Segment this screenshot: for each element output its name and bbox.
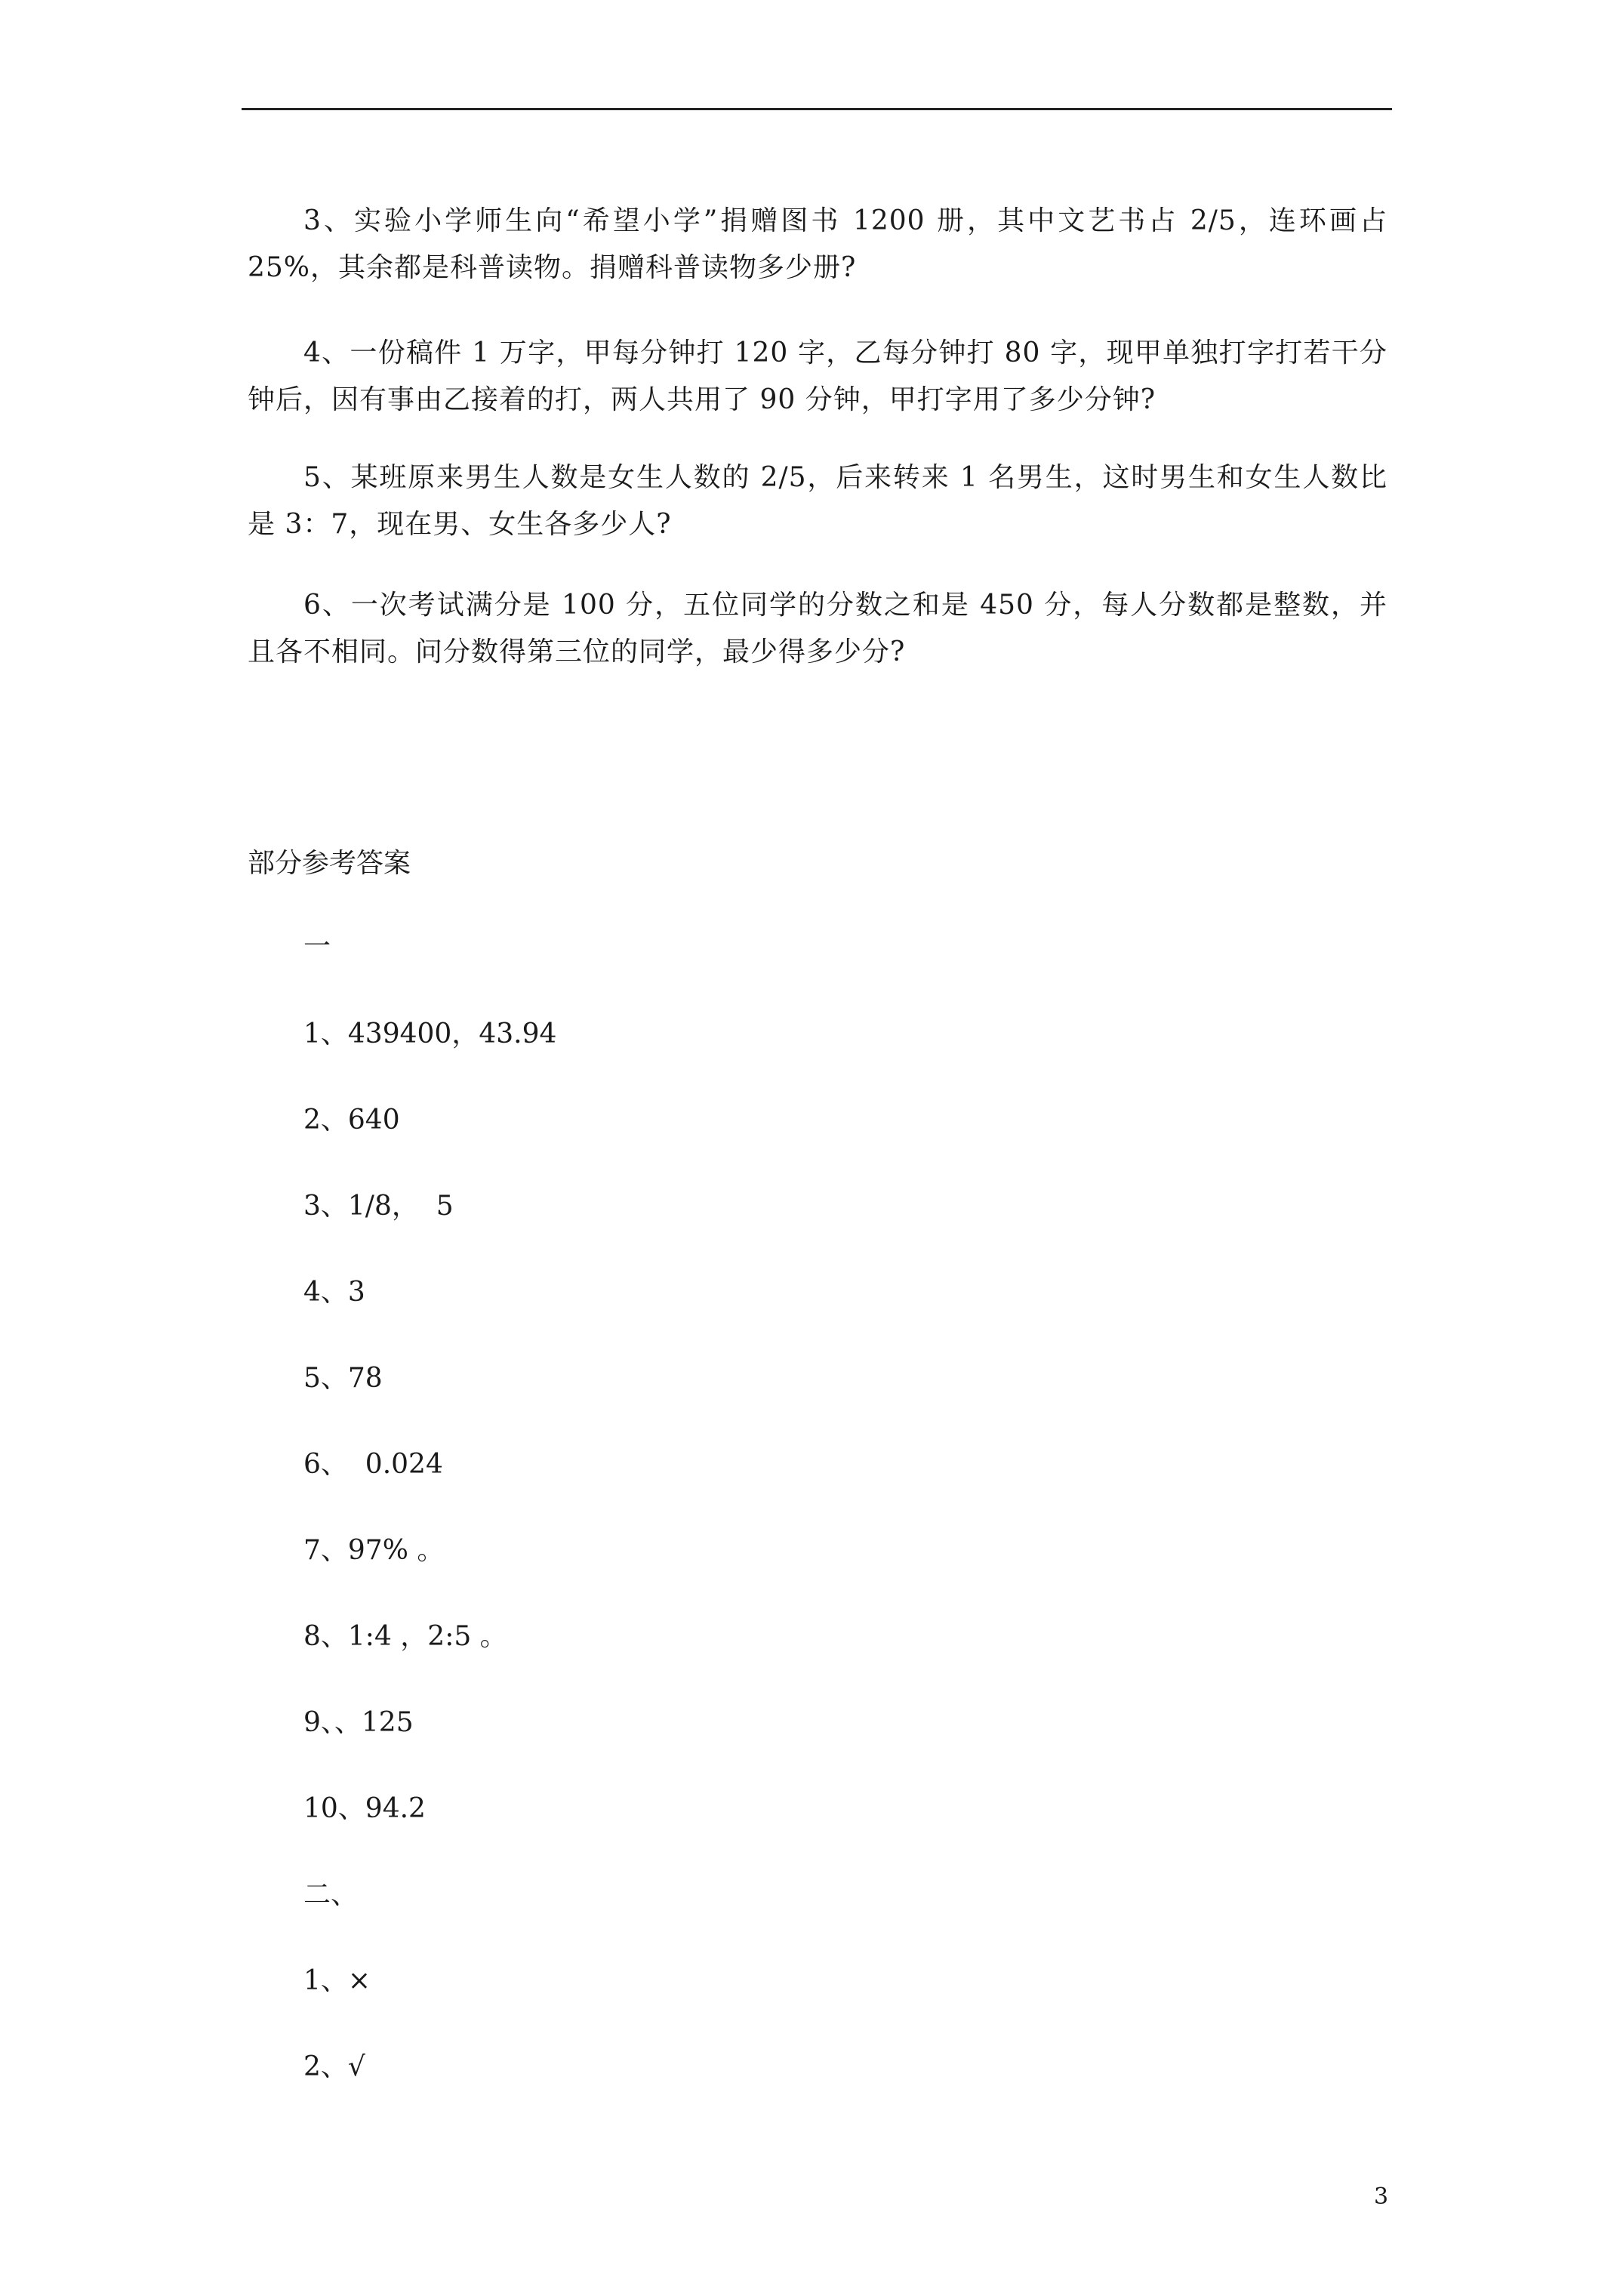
answer-item: 2、640	[303, 1105, 400, 1136]
answer-item: 10、94.2	[303, 1793, 426, 1824]
problem-5: 5、某班原来男生人数是女生人数的 2/5，后来转来 1 名男生，这时男生和女生人数比是 3：7，现在男、女生各多少人?	[248, 462, 1387, 540]
answer-item: 1、×	[303, 1965, 371, 1996]
answer-item: 1、439400，43.94	[303, 1019, 557, 1049]
problem-6: 6、一次考试满分是 100 分，五位同学的分数之和是 450 分，每人分数都是整数，并且各不相同。问分数得第三位的同学，最少得多少分?	[248, 590, 1387, 667]
answer-item: 3、1/8， 5	[303, 1191, 454, 1222]
answer-item: 6、 0.024	[303, 1449, 443, 1480]
page-number: 3	[1374, 2184, 1389, 2210]
answer-section-1: 一	[303, 931, 331, 962]
answer-section-2: 二、	[303, 1879, 359, 1910]
answer-item: 9、、125	[303, 1707, 414, 1738]
answer-item: 7、97% 。	[303, 1535, 445, 1566]
problem-3: 3、实验小学师生向“希望小学”捐赠图书 1200 册，其中文艺书占 2/5，连环画占 25%，其余都是科普读物。捐赠科普读物多少册?	[248, 205, 1387, 283]
answer-item: 2、√	[303, 2051, 365, 2082]
answer-item: 8、1:4 ，2:5 。	[303, 1621, 507, 1652]
problem-4: 4、一份稿件 1 万字，甲每分钟打 120 字，乙每分钟打 80 字，现甲单独打字打若干分钟后，因有事由乙接着的打，两人共用了 90 分钟，甲打字用了多少分钟?	[248, 337, 1387, 415]
answers-title: 部分参考答案	[248, 848, 411, 879]
answer-item: 4、3	[303, 1277, 365, 1308]
answer-item: 5、78	[303, 1363, 383, 1394]
header-rule	[242, 108, 1392, 110]
